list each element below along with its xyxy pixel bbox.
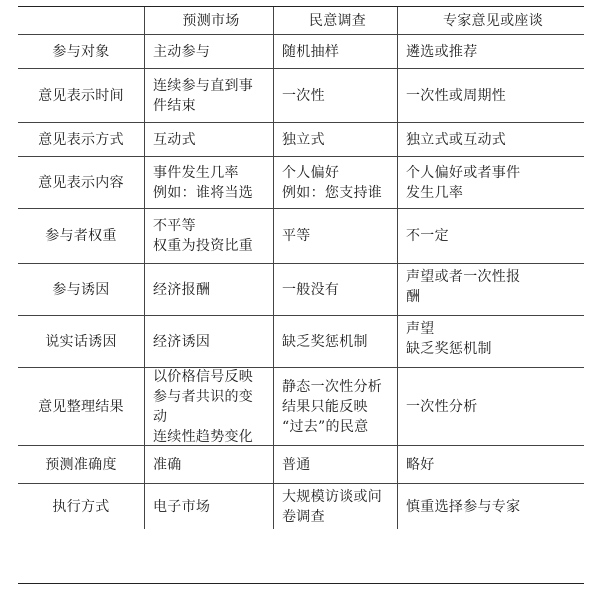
cell-text-line: 互动式 — [153, 131, 196, 148]
row-label: 预测准确度 — [18, 446, 145, 484]
cell-text-line: “过去”的民意 — [282, 418, 369, 435]
cell-text-line: 事件发生几率 — [153, 164, 239, 181]
table-cell — [398, 157, 584, 209]
row-label: 参与诱因 — [18, 264, 145, 316]
cell-text-line: 遴选或推荐 — [406, 43, 478, 60]
cell-text-line: 连续性趋势变化 — [153, 428, 254, 445]
cell-text-line: 发生几率 — [406, 184, 464, 201]
table-cell — [145, 123, 274, 157]
cell-text-line: 动 — [153, 408, 168, 425]
cell-text-line: 慎重选择参与专家 — [406, 498, 521, 515]
cell-text-line: 一次性分析 — [406, 398, 478, 415]
table-cell — [274, 209, 398, 264]
cell-text-line: 件结束 — [153, 97, 196, 114]
cell-text-line: 结果只能反映 — [282, 398, 368, 415]
cell-text-line: 声望 — [406, 321, 435, 337]
cell-text-line: 缺乏奖惩机制 — [282, 333, 368, 350]
row-label: 执行方式 — [18, 484, 145, 529]
cell-text-line: 电子市场 — [153, 498, 211, 515]
cell-text-line: 一次性 — [282, 87, 325, 104]
table-cell — [145, 264, 274, 316]
cell-text-line: 大规模访谈或问 — [282, 488, 383, 505]
column-header-prediction-market: 预测市场 — [145, 7, 274, 35]
row-label: 参与者权重 — [18, 209, 145, 264]
table-cell — [398, 484, 584, 529]
table-cell — [398, 446, 584, 484]
table-cell — [274, 484, 398, 529]
table-cell — [145, 446, 274, 484]
table-cell — [145, 368, 274, 446]
cell-text-line: 独立式或互动式 — [406, 131, 507, 148]
comparison-table — [18, 6, 584, 584]
cell-text-line: 一般没有 — [282, 281, 340, 298]
cell-text-line: 个人偏好 — [282, 164, 340, 181]
cell-text-line: 不一定 — [406, 228, 449, 244]
cell-text-line: 缺乏奖惩机制 — [406, 341, 492, 357]
cell-text-line: 权重为投资比重 — [153, 238, 254, 254]
column-header-opinion-poll: 民意调查 — [274, 7, 398, 35]
table-cell — [398, 264, 584, 316]
cell-text-line: 酬 — [406, 289, 421, 305]
table-cell — [274, 157, 398, 209]
table-cell — [274, 446, 398, 484]
cell-text-line: 经济诱因 — [153, 333, 211, 350]
cell-text-line: 准确 — [153, 456, 182, 473]
cell-text-line: 不平等 — [153, 218, 196, 234]
table-cell — [145, 69, 274, 123]
table-corner-header — [18, 7, 145, 35]
cell-text-line: 例如：谁将当选 — [153, 184, 254, 201]
table-cell — [398, 209, 584, 264]
cell-text-line: 主动参与 — [153, 43, 211, 60]
cell-text-line: 声望或者一次性报 — [406, 269, 521, 285]
cell-text-line: 卷调查 — [282, 508, 325, 525]
cell-text-line: 普通 — [282, 456, 311, 473]
row-label: 意见表示方式 — [18, 123, 145, 157]
column-header-expert-opinion: 专家意见或座谈 — [398, 7, 584, 35]
row-label: 意见表示时间 — [18, 69, 145, 123]
table-cell — [274, 316, 398, 368]
cell-text-line: 参与者共识的变 — [153, 388, 254, 405]
table-cell — [145, 484, 274, 529]
cell-text-line: 一次性或周期性 — [406, 87, 507, 104]
table-cell — [274, 123, 398, 157]
cell-text-line: 独立式 — [282, 131, 325, 148]
cell-text-line: 静态一次性分析 — [282, 378, 383, 395]
table-cell — [398, 69, 584, 123]
table-cell — [145, 316, 274, 368]
cell-text-line: 经济报酬 — [153, 281, 211, 298]
cell-text-line: 以价格信号反映 — [153, 368, 254, 385]
cell-text-line: 连续参与直到事 — [153, 77, 254, 94]
table-cell — [145, 157, 274, 209]
cell-text-line: 平等 — [282, 228, 311, 244]
row-label: 说实话诱因 — [18, 316, 145, 368]
table-cell — [398, 35, 584, 69]
cell-text-line: 例如：您支持谁 — [282, 184, 383, 201]
cell-text-line: 略好 — [406, 456, 435, 473]
cell-text-line: 个人偏好或者事件 — [406, 164, 521, 181]
cell-text-line: 随机抽样 — [282, 43, 340, 60]
row-label: 意见整理结果 — [18, 368, 145, 446]
table-cell — [274, 69, 398, 123]
table-cell — [274, 264, 398, 316]
table-cell — [145, 35, 274, 69]
table-cell — [145, 209, 274, 264]
row-label: 参与对象 — [18, 35, 145, 69]
table-cell — [274, 368, 398, 446]
table-cell — [398, 368, 584, 446]
table-cell — [398, 316, 584, 368]
row-label: 意见表示内容 — [18, 157, 145, 209]
table-cell — [274, 35, 398, 69]
table-cell — [398, 123, 584, 157]
